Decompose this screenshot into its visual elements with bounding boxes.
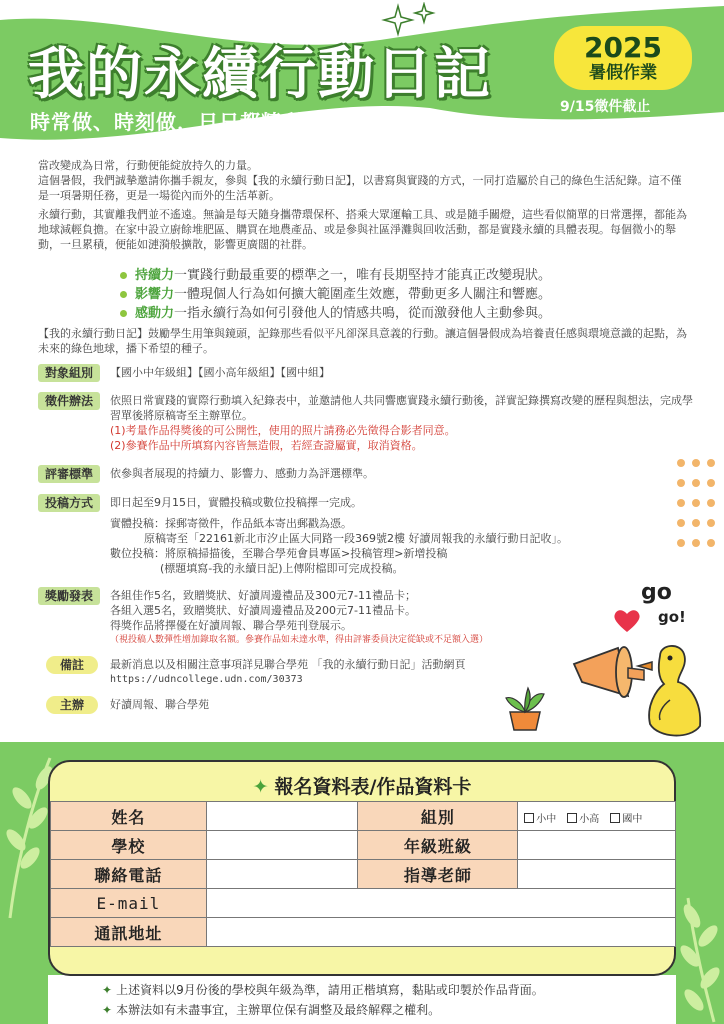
form-title-text: 報名資料表/作品資料卡: [274, 776, 472, 798]
label-teacher: 指導老師: [358, 860, 518, 889]
awards-note: （視投稿人數彈性增加錄取名額。參賽作品如未達水準，得由評審委員決定從缺或不足額入選）: [110, 635, 489, 645]
form-row: [51, 802, 676, 831]
tag-remarks: 備註: [46, 656, 98, 674]
form-title: [50, 772, 674, 799]
checkbox-icon[interactable]: [567, 813, 577, 823]
address-field[interactable]: [206, 918, 675, 947]
option-label: 小高: [579, 813, 600, 825]
criteria-text: 依參與者展現的持續力、影響力、感動力為評選標準。: [110, 467, 374, 480]
year-badge: [554, 26, 692, 90]
footnote-item: [102, 1000, 544, 1020]
option-label: 小中: [536, 813, 557, 825]
star-bullet-icon: ✦: [102, 1003, 113, 1017]
page-subtitle: 時常做、時刻做，日日都精彩: [30, 110, 303, 134]
registration-form-table: [50, 801, 676, 947]
school-field[interactable]: [206, 831, 358, 860]
tag-group: 對象組別: [38, 364, 100, 382]
remarks-url-link[interactable]: https://udncollege.udn.com/30373: [110, 674, 303, 685]
grade-class-field[interactable]: [518, 831, 676, 860]
group-text: 【國小中年級組】【國小高年級組】【國中組】: [110, 366, 330, 379]
name-field[interactable]: [206, 802, 358, 831]
label-phone: 聯絡電話: [51, 860, 207, 889]
potted-plant-icon: [500, 684, 550, 734]
go-text: go: [641, 580, 672, 605]
section-submit: [38, 494, 698, 584]
badge-homework: 暑假作業: [589, 63, 657, 83]
label-email: E-mail: [51, 889, 207, 918]
section-criteria: [38, 465, 698, 485]
checkbox-icon[interactable]: [524, 813, 534, 823]
intro-line-1: 當改變成為日常，行動便能綻放持久的力量。: [38, 159, 258, 172]
intro-paragraph-2: 永續行動，其實離我們並不遙遠。無論是每天隨身攜帶環保杯、搭乘大眾運輸工具、或是隨手關燈，這些看似簡單的日常選擇，都能為地球減輕負擔。在家中設立廚餘堆肥區、購買在地農產品、或是參與社區淨灘與回收活動，都是實踐永續的具體表現。每個微小的舉動，一旦累積，便能如漣漪般擴散，影響更廣闊的社群。: [38, 208, 687, 251]
method-content: [110, 393, 700, 453]
method-note-1: (1)考量作品得獎後的可公開性，使用的照片請務必先徵得合影者同意。: [110, 424, 456, 437]
submit-line-3: 原稿寄至「22161新北市汐止區大同路一段369號2樓 好讀周報我的永續行動日記收」。: [144, 532, 568, 545]
bullet-dot-icon: [120, 272, 127, 279]
group-options: [518, 802, 676, 831]
email-field[interactable]: [206, 889, 675, 918]
teacher-field[interactable]: [518, 860, 676, 889]
footnote-text: 本辦法如有未盡事宜，主辦單位保有調整及最終解釋之權利。: [116, 1003, 441, 1017]
method-note-2: (2)參賽作品中所填寫內容皆無造假，若經查證屬實，取消資格。: [110, 439, 423, 452]
bullet-item: [120, 304, 551, 323]
duck-mascot-icon: [630, 640, 720, 740]
submit-line-2: 實體投稿：採郵寄徵件，作品紙本寄出郵戳為憑。: [110, 517, 352, 530]
tag-awards: 獎勵發表: [38, 587, 100, 605]
bullet-keyword: 影響力: [135, 287, 175, 302]
form-row: [51, 860, 676, 889]
badge-year: 2025: [584, 31, 662, 64]
bullet-text: 一實踐行動最重要的標準之一，唯有長期堅持才能真正改變現狀。: [174, 268, 552, 283]
bullet-keyword: 持續力: [135, 268, 175, 283]
bullet-dot-icon: [120, 310, 127, 317]
form-row: [51, 831, 676, 860]
submit-line-1: 即日起至9月15日，實體投稿或數位投稿擇一完成。: [110, 496, 362, 509]
awards-line-3: 得獎作品將擇優在好讀周報、聯合學苑刊登展示。: [110, 619, 352, 632]
bullet-text: 一體現個人行為如何擴大範圍產生效應，帶動更多人關注和響應。: [174, 287, 552, 302]
label-name: 姓名: [51, 802, 207, 831]
intro-line-2: 這個暑假，我們誠摯邀請你攜手親友，參與【我的永續行動日記】，以書寫與實踐的方式，一同打造屬於自己的綠色生活紀錄。這不僅是一項暑期任務，更是一場從內而外的生活革新。: [38, 174, 682, 202]
page-title: 我的永續行動日記: [28, 42, 492, 107]
method-text: 依照日常實踐的實際行動填入紀錄表中，並邀請他人共同響應實踐永續行動後，詳實記錄撰寫改變的歷程與想法，完成學習單後將原稿寄至主辦單位。: [110, 394, 693, 422]
group-option-junior-high[interactable]: [604, 814, 642, 825]
form-row: [51, 918, 676, 947]
bullet-text: 一指永續行為如何引發他人的情感共鳴，從而激發他人主動參與。: [174, 306, 552, 321]
checkbox-icon[interactable]: [610, 813, 620, 823]
remarks-line-1: 最新消息以及相關注意事項詳見聯合學苑 「我的永續行動日記」活動網頁: [110, 658, 466, 671]
star-bullet-icon: ✦: [102, 983, 113, 997]
outro-text: 【我的永續行動日記】鼓勵學生用筆與鏡頭，記錄那些看似平凡卻深具意義的行動。讓這個暑假成為培養責任感與環境意識的起點，為未來的綠色地球，播下希望的種子。: [38, 327, 687, 355]
awards-line-2: 各組入選5名，致贈獎狀、好讀周邊禮品及200元7-11禮品卡。: [110, 604, 416, 617]
bullet-dot-icon: [120, 291, 127, 298]
host-text: 好讀周報、聯合學苑: [110, 698, 209, 711]
form-footnotes: [102, 980, 544, 1020]
footnote-item: [102, 980, 544, 1000]
tag-criteria: 評審標準: [38, 465, 100, 483]
deadline-text: 9/15徵件截止: [560, 99, 651, 115]
option-label: 國中: [622, 813, 643, 825]
phone-field[interactable]: [206, 860, 358, 889]
leaf-branch-icon: [674, 894, 724, 1024]
submit-content: [110, 495, 700, 576]
intro-text: [38, 158, 692, 256]
heart-icon: [612, 608, 642, 634]
group-option-primary-high[interactable]: [561, 814, 599, 825]
label-group: 組別: [358, 802, 518, 831]
label-school: 學校: [51, 831, 207, 860]
header-banner: [0, 0, 724, 150]
section-method: [38, 392, 698, 462]
label-grade-class: 年級班級: [358, 831, 518, 860]
star-bullet-icon: ✦: [252, 776, 269, 798]
bullet-keyword: 感動力: [135, 306, 175, 321]
tag-method: 徵件辦法: [38, 392, 100, 410]
intro-paragraph-1: [38, 158, 692, 203]
dot-grid-decoration: [676, 458, 716, 588]
criteria-bullet-list: [120, 266, 551, 323]
submit-line-5: (標題填寫-我的永續日記)上傳附檔即可完成投稿。: [160, 562, 404, 575]
awards-line-1: 各組佳作5名，致贈獎狀、好讀周邊禮品及300元7-11禮品卡；: [110, 589, 416, 602]
footnote-text: 上述資料以9月份後的學校與年級為準，請用正楷填寫，黏貼或印製於作品背面。: [116, 983, 544, 997]
go-exclaim-text: go!: [658, 608, 686, 626]
submit-line-4: 數位投稿：將原稿掃描後，至聯合學苑會員專區>投稿管理>新增投稿: [110, 547, 448, 560]
bullet-item: [120, 266, 551, 285]
group-option-primary-mid[interactable]: [518, 814, 556, 825]
bullet-item: [120, 285, 551, 304]
form-row: [51, 889, 676, 918]
tag-host: 主辦: [46, 696, 98, 714]
section-group: [38, 364, 698, 384]
label-address: 通訊地址: [51, 918, 207, 947]
tag-submit: 投稿方式: [38, 494, 100, 512]
